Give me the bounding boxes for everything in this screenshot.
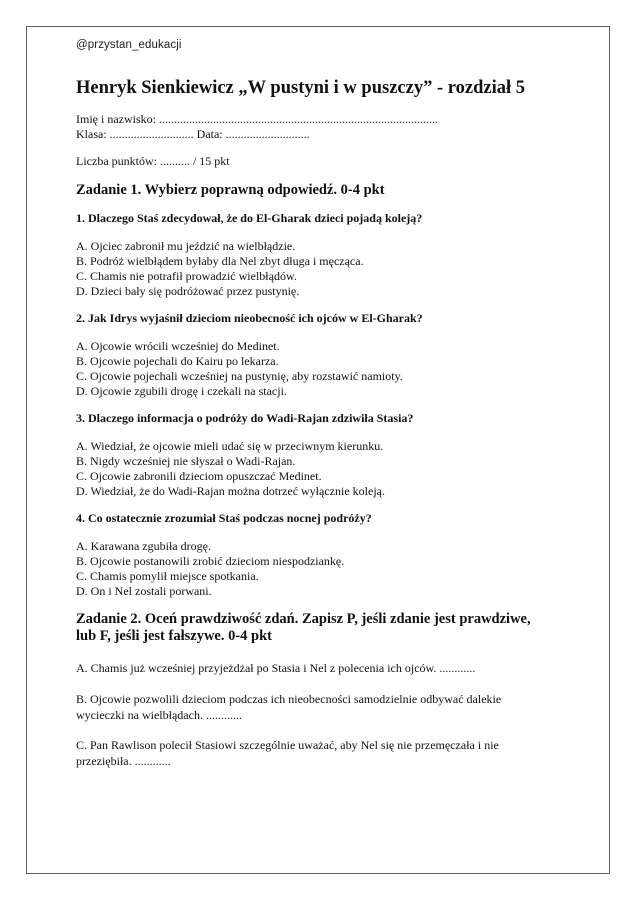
- task1-q1-answer-c: C. Chamis nie potrafił prowadzić wielbłądów.: [76, 269, 297, 283]
- task2-statement-b: B. Ojcowie pozwolili dzieciom podczas ich nieobecności samodzielnie odbywać dalekie wycieczki na wielbłądach. ............: [76, 692, 502, 722]
- worksheet-content: [76, 77, 576, 769]
- task1-q4-answer-c: C. Chamis pomylił miejsce spotkania.: [76, 569, 259, 583]
- task1-q4-answer-d: D. On i Nel zostali porwani.: [76, 584, 212, 598]
- name-field-line: Imię i nazwisko: .............................................................................................: [76, 112, 438, 126]
- points-field-line: Liczba punktów: .......... / 15 pkt: [76, 154, 230, 168]
- task1-question-4: 4. Co ostatecznie zrozumiał Staś podczas nocnej podróży?: [76, 511, 372, 525]
- task2-statement-a: A. Chamis już wcześniej przyjeżdżał po Stasia i Nel z polecenia ich ojców. ............: [76, 661, 476, 675]
- task1-question-3: 3. Dlaczego informacja o podróży do Wadi-Rajan zdziwiła Stasia?: [76, 411, 414, 425]
- task1-question-1: 1. Dlaczego Staś zdecydował, że do El-Gharak dzieci pojadą koleją?: [76, 211, 423, 225]
- class-date-field-line: Klasa: ............................ Data: ............................: [76, 127, 310, 141]
- task1-q3-answer-d: D. Wiedział, że do Wadi-Rajan można dotrzeć wyłącznie koleją.: [76, 484, 385, 498]
- task1-q1-answer-d: D. Dzieci bały się podróżować przez pustynię.: [76, 284, 300, 298]
- task1-heading: Zadanie 1. Wybierz poprawną odpowiedź. 0-4 pkt: [76, 182, 385, 198]
- task1-question-2: 2. Jak Idrys wyjaśnił dzieciom nieobecność ich ojców w El-Gharak?: [76, 311, 423, 325]
- task1-q2-answer-d: D. Ojcowie zgubili drogę i czekali na stacji.: [76, 384, 287, 398]
- task1-q1-answer-b: B. Podróż wielbłądem byłaby dla Nel zbyt długa i męcząca.: [76, 254, 364, 268]
- task1-q3-answer-b: B. Nigdy wcześniej nie słyszał o Wadi-Rajan.: [76, 454, 296, 468]
- task1-q3-answer-c: C. Ojcowie zabronili dzieciom opuszczać Medinet.: [76, 469, 322, 483]
- task1-q2-answer-c: C. Ojcowie pojechali wcześniej na pustynię, aby rozstawić namioty.: [76, 369, 403, 383]
- task1-q2-answer-b: B. Ojcowie pojechali do Kairu po lekarza.: [76, 354, 279, 368]
- page-title: Henryk Sienkiewicz „W pustyni i w puszczy” - rozdział 5: [76, 78, 525, 98]
- task1-q4-answer-b: B. Ojcowie postanowili zrobić dzieciom niespodziankę.: [76, 554, 345, 568]
- task1-q3-answer-a: A. Wiedział, że ojcowie mieli udać się w przeciwnym kierunku.: [76, 439, 384, 453]
- task1-q1-answer-a: A. Ojciec zabronił mu jeździć na wielbłądzie.: [76, 239, 296, 253]
- task1-q2-answer-a: A. Ojcowie wrócili wcześniej do Medinet.: [76, 339, 280, 353]
- task1-q4-answer-a: A. Karawana zgubiła drogę.: [76, 539, 211, 553]
- task2-statement-c: C. Pan Rawlison polecił Stasiowi szczególnie uważać, aby Nel się nie przemęczała i nie przeziębiła. ............: [76, 738, 499, 768]
- author-handle: @przystan_edukacji: [76, 39, 182, 51]
- worksheet-page: [26, 26, 610, 874]
- task2-heading: Zadanie 2. Oceń prawdziwość zdań. Zapisz P, jeśli zdanie jest prawdziwe, lub F, jeśli jest fałszywe. 0-4 pkt: [76, 611, 531, 644]
